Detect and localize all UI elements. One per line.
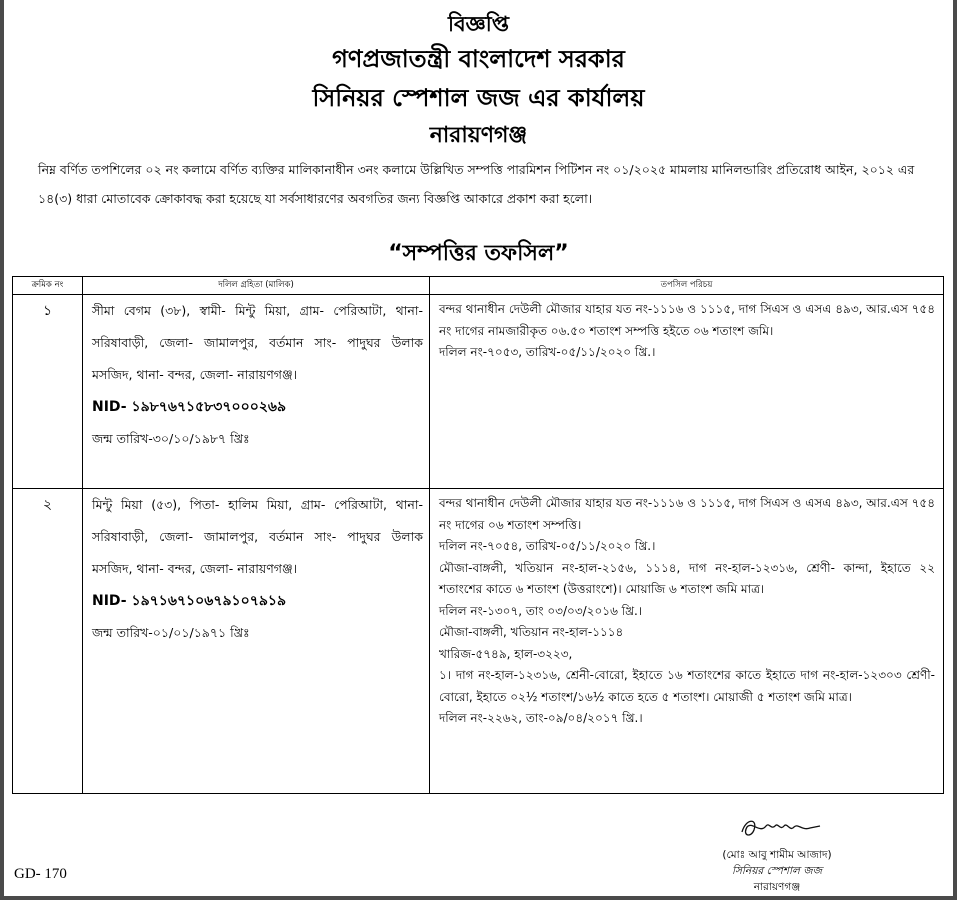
signatory-title: সিনিয়র স্পেশাল জজ bbox=[731, 865, 823, 877]
signatory-name: (মোঃ আবু শামীম আজাদ) bbox=[722, 849, 832, 861]
owner-dob: জন্ম তারিখ-৩০/১০/১৯৮৭ খ্রিঃ bbox=[92, 431, 250, 446]
row-serial: ১ bbox=[13, 295, 83, 489]
description-line: দলিল নং-২২৬২, তাং-০৯/০৪/২০১৭ খ্রি.। bbox=[439, 711, 643, 725]
signatory-place: নারায়ণগঞ্জ bbox=[753, 881, 801, 893]
table-row bbox=[13, 295, 944, 489]
row-serial: ২ bbox=[13, 489, 83, 794]
schedule-title: “সম্পত্তির তফসিল” bbox=[388, 241, 569, 266]
office-location: নারায়ণগঞ্জ bbox=[429, 123, 528, 148]
table-row bbox=[13, 489, 944, 794]
col-header-serial: ক্রমিক নং bbox=[13, 277, 83, 295]
owner-cell bbox=[83, 295, 430, 489]
description-line: বন্দর থানাধীন দেউলী মৌজার যাহার যত নং-১১১৬ ও ১১১৫, দাগ সিএস ও এসএ ৪৯৩, আর.এস ৭৫৪ নং দাগের ০৬ শতাংশ সম্পত্তি। bbox=[439, 496, 935, 532]
owner-nid: NID- ১৯৮৭৬৭১৫৮৩৭০০০২৬৯ bbox=[92, 399, 287, 415]
owner-dob: জন্ম তারিখ-০১/০১/১৯৭১ খ্রিঃ bbox=[92, 625, 250, 640]
intro-paragraph: নিম্ন বর্ণিত তপশিলের ০২ নং কলামে বর্ণিত ব্যক্তির মালিকানাধীন ৩নং কলামে উল্লিখিত সম্পত্তি পারমিশন পিটিশন নং ০১/২০২৫ মামলায় মানিলন্ডারিং প্রতিরোধ আইন, ২০১২ এর ১৪(৩) ধারা মোতাবেক ক্রোকাবদ্ধ করা হয়েছে যা সর্বসাধারণের অবগতির জন্য বিজ্ঞপ্তি আকারে প্রকাশ করা হলো। bbox=[38, 162, 915, 206]
description-cell bbox=[430, 489, 944, 794]
owner-cell bbox=[83, 489, 430, 794]
description-line: দলিল নং-৭০৫৪, তারিখ-০৫/১১/২০২০ খ্রি.। bbox=[439, 539, 656, 553]
description-line: খারিজ-৫৭৪৯, হাল-৩২২৩, bbox=[439, 646, 573, 661]
signature-scribble bbox=[738, 812, 824, 842]
schedule-table bbox=[12, 276, 944, 794]
office-name: সিনিয়র স্পেশাল জজ এর কার্যালয় bbox=[312, 84, 645, 112]
description-line: বন্দর থানাধীন দেউলী মৌজার যাহার যত নং-১১১৬ ও ১১১৫, দাগ সিএস ও এসএ ৪৯৩, আর.এস ৭৫৪ নং দাগের নামজারীকৃত ০৬.৫০ শতাংশ সম্পত্তি হইতে ০৬ শতাংশ জমি। bbox=[439, 302, 935, 338]
description-line: ১। দাগ নং-হাল-১২৩১৬, শ্রেনী-বোরো, ইহাতে ১৬ শতাংশের কাতে ইহাতে দাগ নং-হাল-১২৩০৩ শ্রেণী-বোরো, ইহাতে ০২½ শতাংশ/১৬½ কাতে হতে ৫ শতাংশ। মোয়াজী ৫ শতাংশ জমি মাত্র। bbox=[439, 668, 935, 704]
col-header-owner: দলিল গ্রহিতা (মালিক) bbox=[83, 277, 430, 295]
description-line: দলিল নং-৭০৫৩, তারিখ-০৫/১১/২০২০ খ্রি.। bbox=[439, 345, 656, 359]
government-name: গণপ্রজাতন্ত্রী বাংলাদেশ সরকার bbox=[332, 45, 625, 73]
description-line: দলিল নং-১৩০৭, তাং ০৩/০৩/২০১৬ খ্রি.। bbox=[439, 603, 643, 618]
notice-heading: বিজ্ঞপ্তি bbox=[447, 12, 510, 36]
col-header-description: তপসিল পরিচয় bbox=[430, 277, 944, 295]
owner-details: সীমা বেগম (৩৮), স্বামী- মিন্টু মিয়া, গ্রাম- পেরিআটা, থানা- সরিষাবাড়ী, জেলা- জামালপুর, বর্তমান সাং- পাদুঘর উলাক মসজিদ, থানা- বন্দর, জেলা- নারায়ণগঞ্জ। bbox=[92, 303, 423, 382]
description-cell bbox=[430, 295, 944, 489]
owner-details: মিন্টু মিয়া (৫৩), পিতা- হালিম মিয়া, গ্রাম- পেরিআটা, থানা- সরিষাবাড়ী, জেলা- জামালপুর, বর্তমান সাং- পাদুঘর উলাক মসজিদ, থানা- বন্দর, জেলা- নারায়ণগঞ্জ। bbox=[92, 497, 423, 576]
description-line: মৌজা-বাঙ্গলী, খতিয়ান নং-হাল-২১৫৬, ১১১৪, দাগ নং-হাল-১২৩১৬, শ্রেণী- কান্দা, ইহাতে ২২ শতাংশের কাতে ৬ শতাংশ (উত্তরাংশে)। মোয়াজি ৬ শতাংশ জমি মাত্র। bbox=[439, 560, 935, 596]
owner-nid: NID- ১৯৭১৬৭১০৬৭৯১০৭৯১৯ bbox=[92, 593, 287, 609]
table-header-row bbox=[13, 277, 944, 295]
document-code: GD- 170 bbox=[14, 866, 67, 882]
description-line: মৌজা-বাঙ্গলী, খতিয়ান নং-হাল-১১১৪ bbox=[439, 625, 624, 639]
